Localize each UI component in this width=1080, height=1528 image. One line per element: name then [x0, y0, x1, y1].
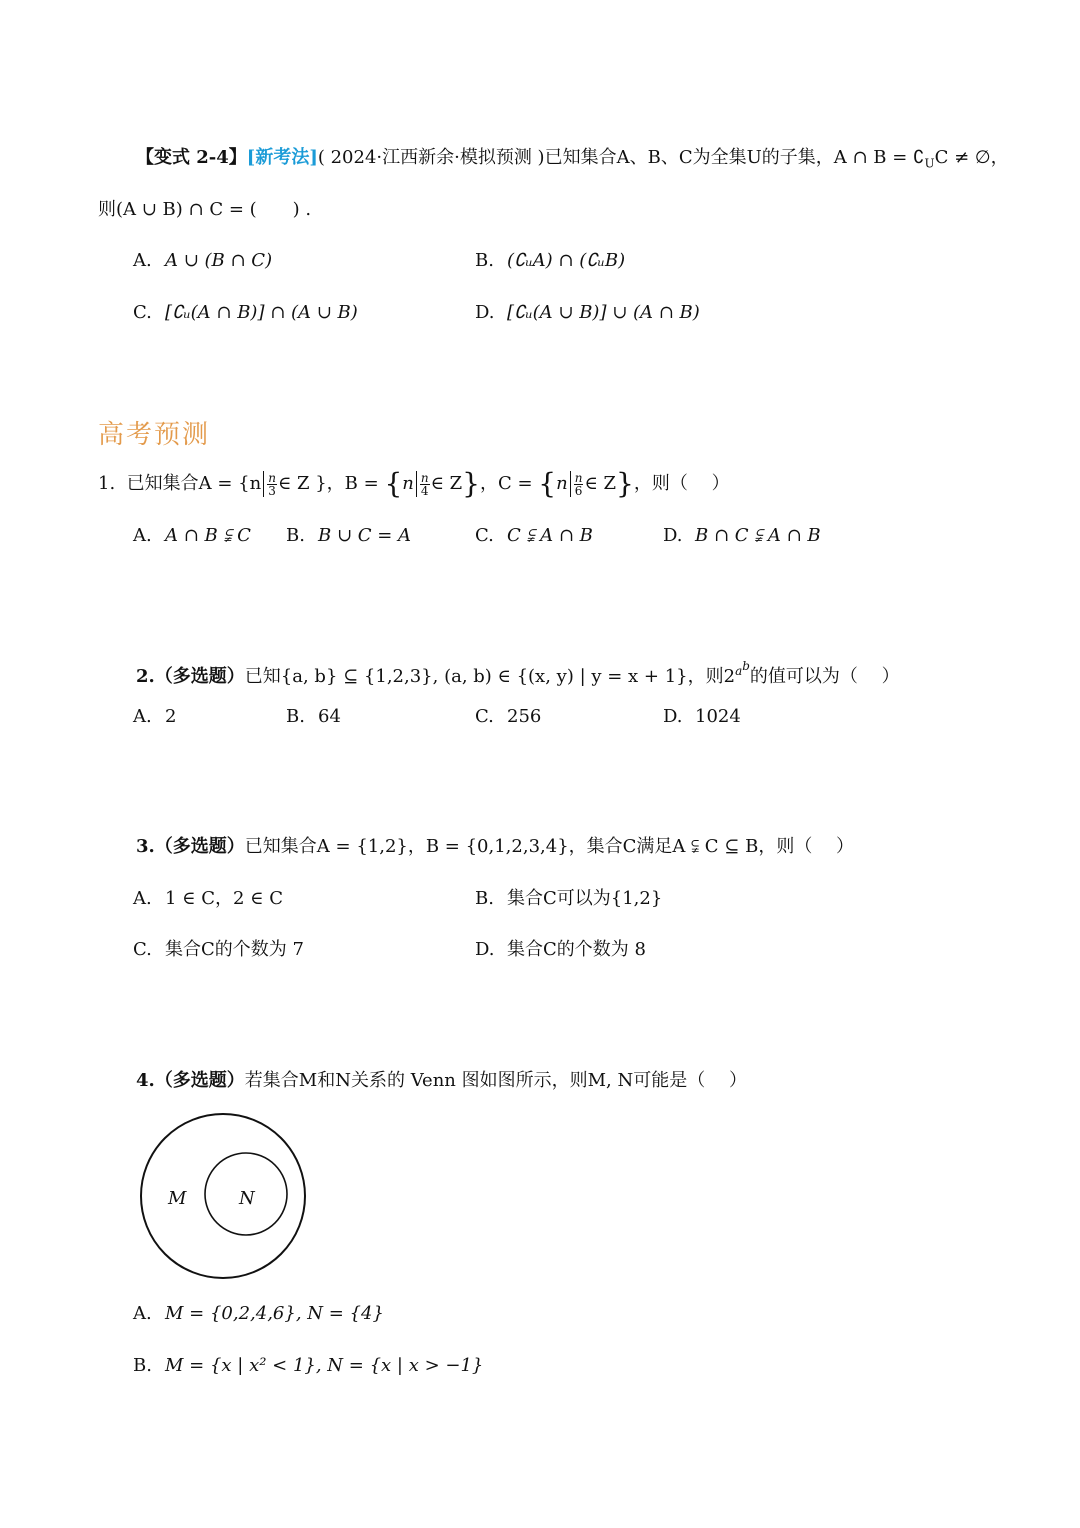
- option-letter: B.: [286, 706, 305, 727]
- variant-option-a[interactable]: [133, 247, 272, 275]
- variant-option-d[interactable]: [475, 299, 700, 327]
- variant-stem-tail: C ≠ ∅，: [934, 147, 1009, 168]
- option-text: M = {0,2,4,6}, N = {4}: [165, 1303, 384, 1324]
- option-letter: A.: [133, 888, 152, 909]
- q1-mid4: ∈ Z: [584, 473, 617, 494]
- q3-option-c[interactable]: [133, 936, 304, 964]
- option-letter: D.: [475, 302, 495, 323]
- q1-bar-3: [570, 471, 571, 497]
- q2-option-c[interactable]: [475, 703, 541, 731]
- variant-stem-line-1: [136, 144, 1009, 178]
- variant-stem-sub: U: [924, 156, 935, 171]
- option-text: A ∪ (B ∩ C): [165, 250, 273, 271]
- variant-tag: 【变式 2-4】: [136, 147, 247, 168]
- option-letter: A.: [133, 250, 152, 271]
- q3-stem-text: 已知集合A = {1,2}，B = {0,1,2,3,4}，集合C满足A ⫋ C ⊆ B，则（ ）: [244, 836, 855, 857]
- option-text: B ∪ C = A: [318, 525, 412, 546]
- q1-option-b[interactable]: [286, 522, 411, 550]
- q3-option-b[interactable]: [475, 885, 662, 913]
- q1-number: 1.: [98, 473, 116, 494]
- venn-label-m: M: [168, 1188, 187, 1209]
- q1-tail: ，则（ ）: [633, 473, 730, 494]
- option-text: 1 ∈ C，2 ∈ C: [165, 888, 283, 909]
- venn-label-n: N: [239, 1188, 255, 1209]
- option-text: 256: [507, 706, 542, 727]
- variant-source: ( 2024·江西新余·模拟预测 ): [317, 147, 545, 168]
- q1-bar-1: [263, 471, 264, 497]
- q3-option-d[interactable]: [475, 936, 646, 964]
- option-text: 2: [165, 706, 177, 727]
- q3-number: 3.: [136, 836, 155, 857]
- q3-stem: [136, 833, 854, 861]
- option-text: 1024: [695, 706, 741, 727]
- venn-outer-circle-m: [141, 1114, 305, 1278]
- option-letter: D.: [475, 939, 495, 960]
- q4-stem: [136, 1067, 747, 1095]
- q2-exponent: ab: [735, 659, 750, 678]
- option-text: 64: [318, 706, 341, 727]
- q4-option-b[interactable]: [133, 1352, 483, 1380]
- new-method-tag: [新考法]: [246, 147, 318, 168]
- option-letter: A.: [133, 525, 152, 546]
- option-text: A ∩ B ⫋ C: [165, 525, 251, 546]
- option-letter: D.: [663, 706, 683, 727]
- option-letter: A.: [133, 1303, 152, 1324]
- q2-option-b[interactable]: [286, 703, 341, 731]
- q4-stem-text: 若集合M和N关系的 Venn 图如图所示，则M, N可能是（ ）: [244, 1070, 747, 1091]
- option-letter: B.: [475, 888, 494, 909]
- q1-fraction-2: $\frac{n}{4}$: [420, 470, 429, 498]
- option-text: 集合C的个数为 8: [507, 939, 646, 960]
- q3-label: （多选题）: [154, 836, 245, 857]
- q1-brace-close-2: }: [462, 467, 480, 500]
- q1-mid3: ，C =: [479, 473, 539, 494]
- variant-option-c[interactable]: [133, 299, 358, 327]
- q1-stem: 1. 已知集合A = {n $\frac{n}{3}$ ∈ Z }，B = {n $\frac{n}{4}$ ∈ Z}，C = {n $\frac{n}{6}$ ∈ Z}，则（ ）: [98, 467, 730, 500]
- q1-brace-open-2: {: [384, 467, 403, 500]
- venn-diagram: [138, 1112, 310, 1282]
- q3-option-a[interactable]: [133, 885, 283, 913]
- q1-option-d[interactable]: [663, 522, 821, 550]
- q2-stem-text: 已知{a, b} ⊆ {1,2,3}, (a, b) ∈ {(x, y) | y = x + 1}，则2: [244, 666, 736, 687]
- option-text: B ∩ C ⫋ A ∩ B: [695, 525, 821, 546]
- q1-mid2: ∈ Z: [430, 473, 463, 494]
- option-text: (∁ᵤA) ∩ (∁ᵤB): [507, 250, 626, 271]
- q4-label: （多选题）: [154, 1070, 245, 1091]
- q1-brace-open-3: {: [538, 467, 557, 500]
- q1-option-a[interactable]: [133, 522, 251, 550]
- q2-label: （多选题）: [154, 666, 245, 687]
- q1-mid1: ∈ Z }，B =: [277, 473, 385, 494]
- variant-stem-line-2: 则(A ∪ B) ∩ C = ( ) .: [98, 199, 312, 220]
- q1-option-c[interactable]: [475, 522, 593, 550]
- q4-option-a[interactable]: [133, 1300, 384, 1328]
- option-letter: C.: [133, 302, 152, 323]
- q1-fraction-3: $\frac{n}{6}$: [574, 470, 583, 498]
- q2-option-d[interactable]: [663, 703, 741, 731]
- option-text: 集合C的个数为 7: [165, 939, 304, 960]
- option-letter: B.: [133, 1355, 152, 1376]
- option-text: C ⫋ A ∩ B: [507, 525, 593, 546]
- q1-fraction-1: $\frac{n}{3}$: [268, 470, 276, 498]
- variant-option-b[interactable]: [475, 247, 625, 275]
- q2-tail: 的值可以为（ ）: [749, 666, 900, 687]
- option-letter: A.: [133, 706, 152, 727]
- section-title: 高考预测: [98, 420, 211, 450]
- option-letter: B.: [286, 525, 305, 546]
- q2-number: 2.: [136, 666, 155, 687]
- option-letter: B.: [475, 250, 494, 271]
- variant-stem-a: 已知集合A、B、C为全集U的子集，A ∩ B = ∁: [544, 147, 925, 168]
- option-letter: C.: [475, 525, 494, 546]
- q1-pre: 已知集合A = {n: [126, 473, 262, 494]
- option-text: [∁ᵤ(A ∩ B)] ∩ (A ∪ B): [165, 302, 358, 323]
- option-text: M = {x | x² < 1}, N = {x | x > −1}: [165, 1355, 484, 1376]
- q1-bar-2: [416, 471, 417, 497]
- option-letter: C.: [133, 939, 152, 960]
- option-text: [∁ᵤ(A ∪ B)] ∪ (A ∩ B): [507, 302, 700, 323]
- option-text: 集合C可以为{1,2}: [507, 888, 663, 909]
- q2-option-a[interactable]: [133, 703, 176, 731]
- q1-brace-close-3: }: [616, 467, 634, 500]
- q2-stem: [136, 652, 900, 691]
- option-letter: C.: [475, 706, 494, 727]
- option-letter: D.: [663, 525, 683, 546]
- q4-number: 4.: [136, 1070, 155, 1091]
